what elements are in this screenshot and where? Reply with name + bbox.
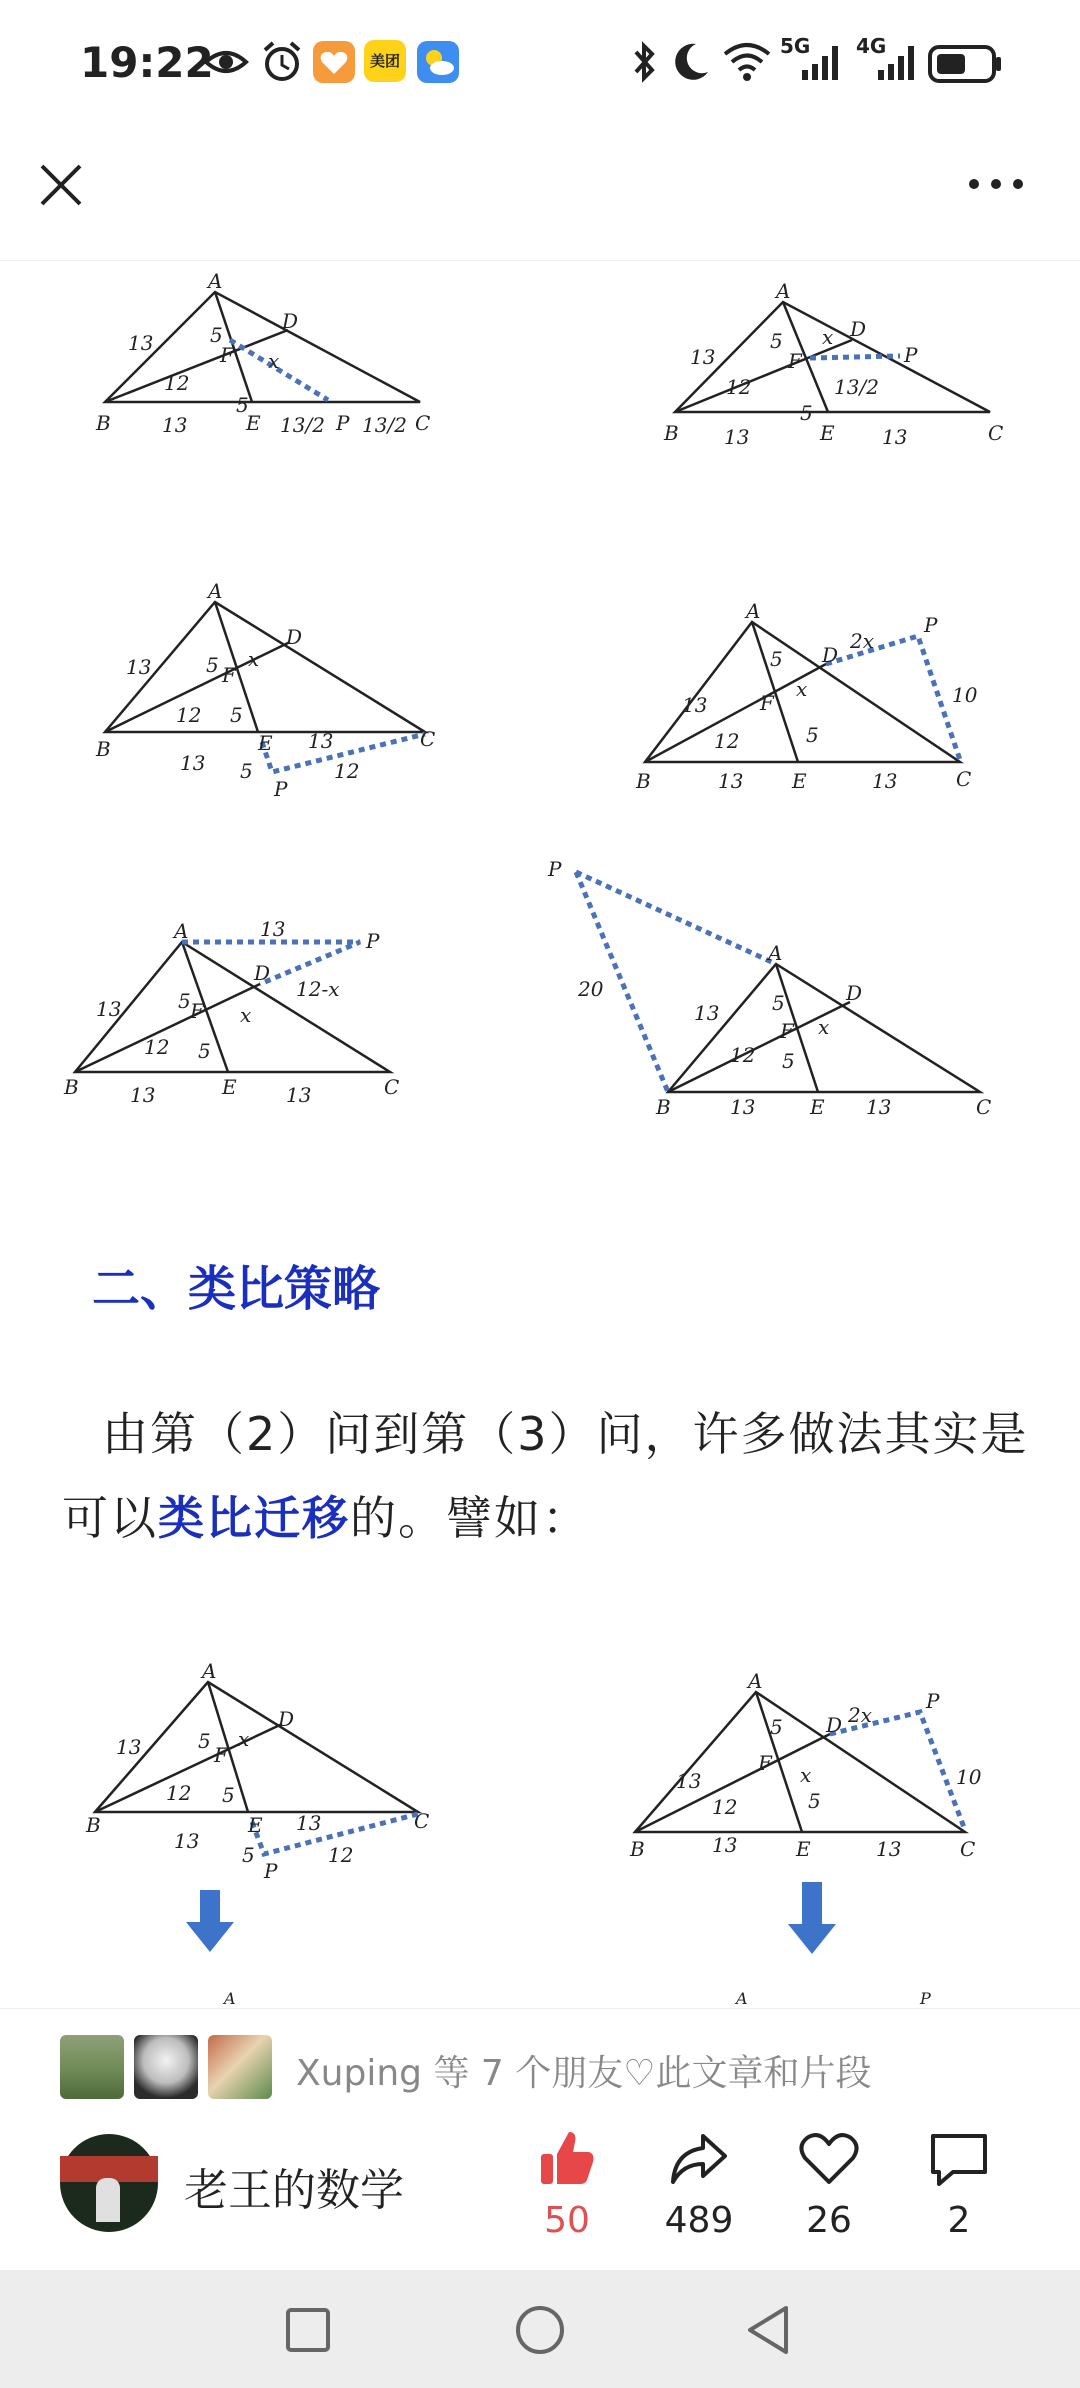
geometry-figure-1 bbox=[90, 269, 440, 437]
favorite-button[interactable] bbox=[774, 2126, 884, 2241]
recent-apps-icon[interactable] bbox=[284, 2306, 332, 2354]
svg-text:D: D bbox=[254, 961, 271, 985]
svg-text:12: 12 bbox=[334, 759, 360, 783]
svg-text:x: x bbox=[268, 349, 280, 373]
network-5g-label: 5G bbox=[780, 34, 811, 58]
svg-text:A: A bbox=[776, 279, 791, 303]
svg-text:13: 13 bbox=[180, 751, 206, 775]
svg-text:E: E bbox=[810, 1095, 825, 1119]
author-name[interactable]: 老王的数学 bbox=[184, 2165, 404, 2216]
svg-text:5: 5 bbox=[230, 703, 243, 727]
svg-text:C: C bbox=[956, 767, 972, 791]
share-count: 489 bbox=[664, 2200, 734, 2241]
svg-text:5: 5 bbox=[770, 1715, 783, 1739]
svg-text:10: 10 bbox=[952, 683, 978, 707]
svg-text:x: x bbox=[822, 325, 834, 349]
svg-text:D: D bbox=[282, 309, 299, 333]
geometry-figure-4 bbox=[630, 592, 1010, 792]
svg-text:B: B bbox=[86, 1813, 101, 1837]
svg-text:5: 5 bbox=[206, 653, 219, 677]
para-text-after: 的。譬如： bbox=[350, 1491, 590, 1545]
svg-text:5: 5 bbox=[782, 1049, 795, 1073]
svg-text:F: F bbox=[220, 343, 234, 367]
like-count: 50 bbox=[544, 2200, 590, 2241]
article-paragraph bbox=[62, 1392, 1032, 1560]
svg-text:P: P bbox=[264, 1859, 278, 1883]
geometry-figure-2 bbox=[660, 279, 1020, 449]
svg-text:12-x: 12-x bbox=[296, 977, 340, 1001]
svg-text:E: E bbox=[792, 769, 807, 793]
svg-text:12: 12 bbox=[730, 1043, 756, 1067]
svg-text:13: 13 bbox=[296, 1811, 322, 1835]
svg-text:B: B bbox=[664, 421, 679, 445]
svg-text:F: F bbox=[222, 663, 236, 687]
home-icon[interactable] bbox=[514, 2304, 566, 2356]
svg-text:E: E bbox=[246, 411, 261, 435]
svg-text:13: 13 bbox=[286, 1083, 312, 1107]
svg-text:12: 12 bbox=[726, 375, 752, 399]
svg-text:A: A bbox=[224, 1989, 236, 2008]
svg-text:12: 12 bbox=[164, 371, 190, 395]
network-4g-label: 4G bbox=[856, 34, 887, 58]
svg-text:E: E bbox=[248, 1813, 263, 1837]
signal-4g-icon bbox=[876, 42, 922, 82]
more-options-icon[interactable] bbox=[966, 176, 1026, 192]
svg-text:5: 5 bbox=[198, 1039, 211, 1063]
svg-text:B: B bbox=[96, 737, 111, 761]
svg-text:12: 12 bbox=[328, 1843, 354, 1867]
svg-text:12: 12 bbox=[144, 1035, 170, 1059]
svg-text:A: A bbox=[208, 579, 223, 603]
svg-text:C: C bbox=[420, 727, 436, 751]
para-text-before: 由第（2）问到第（3）问，许多做法其实是可以 bbox=[62, 1407, 1029, 1545]
svg-text:B: B bbox=[64, 1075, 79, 1099]
friend-avatar-3 bbox=[208, 2035, 272, 2099]
svg-text:13: 13 bbox=[718, 769, 744, 793]
svg-text:D: D bbox=[286, 625, 303, 649]
svg-text:13: 13 bbox=[260, 917, 286, 941]
svg-text:P: P bbox=[366, 929, 380, 953]
svg-text:B: B bbox=[636, 769, 651, 793]
svg-text:A: A bbox=[202, 1659, 217, 1683]
svg-text:A: A bbox=[748, 1669, 763, 1693]
meituan-app-icon: 美团 bbox=[364, 40, 406, 82]
svg-text:x: x bbox=[800, 1763, 812, 1787]
svg-text:13: 13 bbox=[174, 1829, 200, 1853]
svg-text:5: 5 bbox=[772, 991, 785, 1015]
wifi-icon bbox=[722, 40, 772, 84]
svg-text:13: 13 bbox=[162, 413, 188, 437]
heart-icon bbox=[797, 2126, 861, 2190]
svg-text:5: 5 bbox=[242, 1843, 255, 1867]
svg-text:P: P bbox=[336, 411, 350, 435]
svg-text:F: F bbox=[788, 349, 802, 373]
svg-text:P: P bbox=[548, 857, 562, 881]
svg-text:13: 13 bbox=[872, 769, 898, 793]
health-app-icon bbox=[312, 40, 356, 84]
like-button[interactable] bbox=[512, 2126, 622, 2241]
friends-like-text: Xuping 等 7 个朋友♡此文章和片段 bbox=[296, 2053, 872, 2094]
svg-text:12: 12 bbox=[176, 703, 202, 727]
close-icon[interactable] bbox=[38, 162, 84, 208]
system-nav-bar bbox=[0, 2270, 1080, 2388]
svg-text:13: 13 bbox=[116, 1735, 142, 1759]
svg-text:12: 12 bbox=[712, 1795, 738, 1819]
status-bar bbox=[0, 0, 1080, 130]
svg-text:C: C bbox=[988, 421, 1004, 445]
alarm-icon bbox=[260, 40, 304, 84]
svg-text:13: 13 bbox=[730, 1095, 756, 1119]
svg-text:5: 5 bbox=[808, 1789, 821, 1813]
favorite-count: 26 bbox=[806, 2200, 852, 2241]
svg-text:D: D bbox=[846, 981, 863, 1005]
svg-text:13: 13 bbox=[130, 1083, 156, 1107]
comment-icon bbox=[927, 2126, 991, 2190]
svg-text:5: 5 bbox=[806, 723, 819, 747]
svg-text:P: P bbox=[926, 1689, 940, 1713]
svg-text:13: 13 bbox=[96, 997, 122, 1021]
eye-icon bbox=[204, 40, 248, 84]
geometry-figure-8 bbox=[620, 1662, 1020, 2008]
svg-text:x: x bbox=[240, 1003, 252, 1027]
status-time: 19:22 bbox=[80, 38, 214, 87]
svg-text:D: D bbox=[826, 1713, 843, 1737]
svg-text:F: F bbox=[758, 1751, 772, 1775]
svg-text:B: B bbox=[96, 411, 111, 435]
geometry-figure-6 bbox=[540, 852, 1000, 1119]
svg-text:5: 5 bbox=[770, 329, 783, 353]
bluetooth-icon bbox=[630, 40, 660, 84]
svg-text:5: 5 bbox=[240, 759, 253, 783]
svg-text:12: 12 bbox=[714, 729, 740, 753]
svg-text:x: x bbox=[248, 647, 260, 671]
svg-text:A: A bbox=[768, 941, 783, 965]
weather-app-icon bbox=[416, 40, 460, 84]
svg-text:C: C bbox=[384, 1075, 400, 1099]
svg-text:E: E bbox=[820, 421, 835, 445]
bottom-action-bar bbox=[0, 2118, 1080, 2270]
svg-text:13: 13 bbox=[682, 693, 708, 717]
para-highlight: 类比迁移 bbox=[158, 1491, 350, 1545]
svg-text:P: P bbox=[920, 1989, 931, 2008]
svg-text:C: C bbox=[960, 1837, 976, 1861]
svg-text:C: C bbox=[414, 1809, 430, 1833]
svg-text:5: 5 bbox=[236, 393, 249, 417]
thumbs-up-icon bbox=[535, 2126, 599, 2190]
svg-text:B: B bbox=[656, 1095, 671, 1119]
friend-avatar-2 bbox=[134, 2035, 198, 2099]
svg-text:C: C bbox=[976, 1095, 992, 1119]
svg-text:13: 13 bbox=[876, 1837, 902, 1861]
svg-text:13: 13 bbox=[676, 1769, 702, 1793]
svg-text:P: P bbox=[274, 777, 288, 801]
svg-text:5: 5 bbox=[198, 1729, 211, 1753]
back-icon[interactable] bbox=[744, 2304, 792, 2356]
svg-text:13/2: 13/2 bbox=[834, 375, 879, 399]
svg-text:D: D bbox=[822, 643, 839, 667]
svg-text:13: 13 bbox=[126, 655, 152, 679]
svg-text:P: P bbox=[904, 343, 918, 367]
svg-text:5: 5 bbox=[770, 647, 783, 671]
svg-text:P: P bbox=[924, 613, 938, 637]
svg-text:F: F bbox=[214, 1743, 228, 1767]
svg-text:E: E bbox=[258, 731, 273, 755]
svg-text:x: x bbox=[796, 677, 808, 701]
svg-text:13: 13 bbox=[866, 1095, 892, 1119]
svg-text:13: 13 bbox=[128, 331, 154, 355]
svg-text:13: 13 bbox=[308, 729, 334, 753]
svg-text:5: 5 bbox=[800, 401, 813, 425]
moon-icon bbox=[672, 40, 712, 84]
svg-text:13: 13 bbox=[724, 425, 750, 449]
svg-text:E: E bbox=[796, 1837, 811, 1861]
author-avatar[interactable] bbox=[60, 2134, 158, 2232]
friends-activity-bar[interactable] bbox=[0, 2008, 1080, 2119]
svg-text:x: x bbox=[818, 1015, 830, 1039]
section-heading: 二、类比策略 bbox=[92, 1261, 381, 1317]
svg-text:D: D bbox=[850, 317, 867, 341]
svg-text:13: 13 bbox=[712, 1833, 738, 1857]
svg-text:A: A bbox=[746, 599, 761, 623]
svg-text:13: 13 bbox=[690, 345, 716, 369]
geometry-figure-7 bbox=[80, 1659, 450, 2008]
comment-count: 2 bbox=[947, 2200, 971, 2241]
svg-text:5: 5 bbox=[178, 989, 191, 1013]
geometry-figure-5 bbox=[60, 912, 440, 1112]
signal-5g-icon bbox=[800, 42, 846, 82]
svg-text:2x: 2x bbox=[850, 629, 875, 653]
svg-text:2x: 2x bbox=[848, 1703, 873, 1727]
svg-text:F: F bbox=[760, 691, 774, 715]
svg-text:C: C bbox=[415, 411, 431, 435]
svg-text:A: A bbox=[174, 919, 189, 943]
svg-text:13: 13 bbox=[694, 1001, 720, 1025]
svg-text:13: 13 bbox=[882, 425, 908, 449]
share-icon bbox=[667, 2126, 731, 2190]
battery-icon bbox=[928, 44, 1004, 84]
svg-text:F: F bbox=[190, 999, 204, 1023]
svg-text:F: F bbox=[780, 1019, 794, 1043]
svg-text:13/2: 13/2 bbox=[362, 413, 407, 437]
share-button[interactable] bbox=[644, 2126, 754, 2241]
svg-text:E: E bbox=[222, 1075, 237, 1099]
svg-text:A: A bbox=[208, 269, 223, 293]
svg-text:5: 5 bbox=[222, 1783, 235, 1807]
svg-text:20: 20 bbox=[578, 977, 604, 1001]
svg-text:A: A bbox=[736, 1989, 748, 2008]
article-content bbox=[0, 262, 1080, 2008]
friend-avatar-1 bbox=[60, 2035, 124, 2099]
svg-text:13/2: 13/2 bbox=[280, 413, 325, 437]
svg-text:5: 5 bbox=[210, 323, 223, 347]
svg-text:B: B bbox=[630, 1837, 645, 1861]
top-bar bbox=[0, 130, 1080, 261]
geometry-figure-3 bbox=[90, 579, 440, 802]
svg-text:10: 10 bbox=[956, 1765, 982, 1789]
svg-text:12: 12 bbox=[166, 1781, 192, 1805]
svg-text:x: x bbox=[238, 1727, 250, 1751]
comment-button[interactable] bbox=[904, 2126, 1014, 2241]
svg-text:D: D bbox=[278, 1707, 295, 1731]
